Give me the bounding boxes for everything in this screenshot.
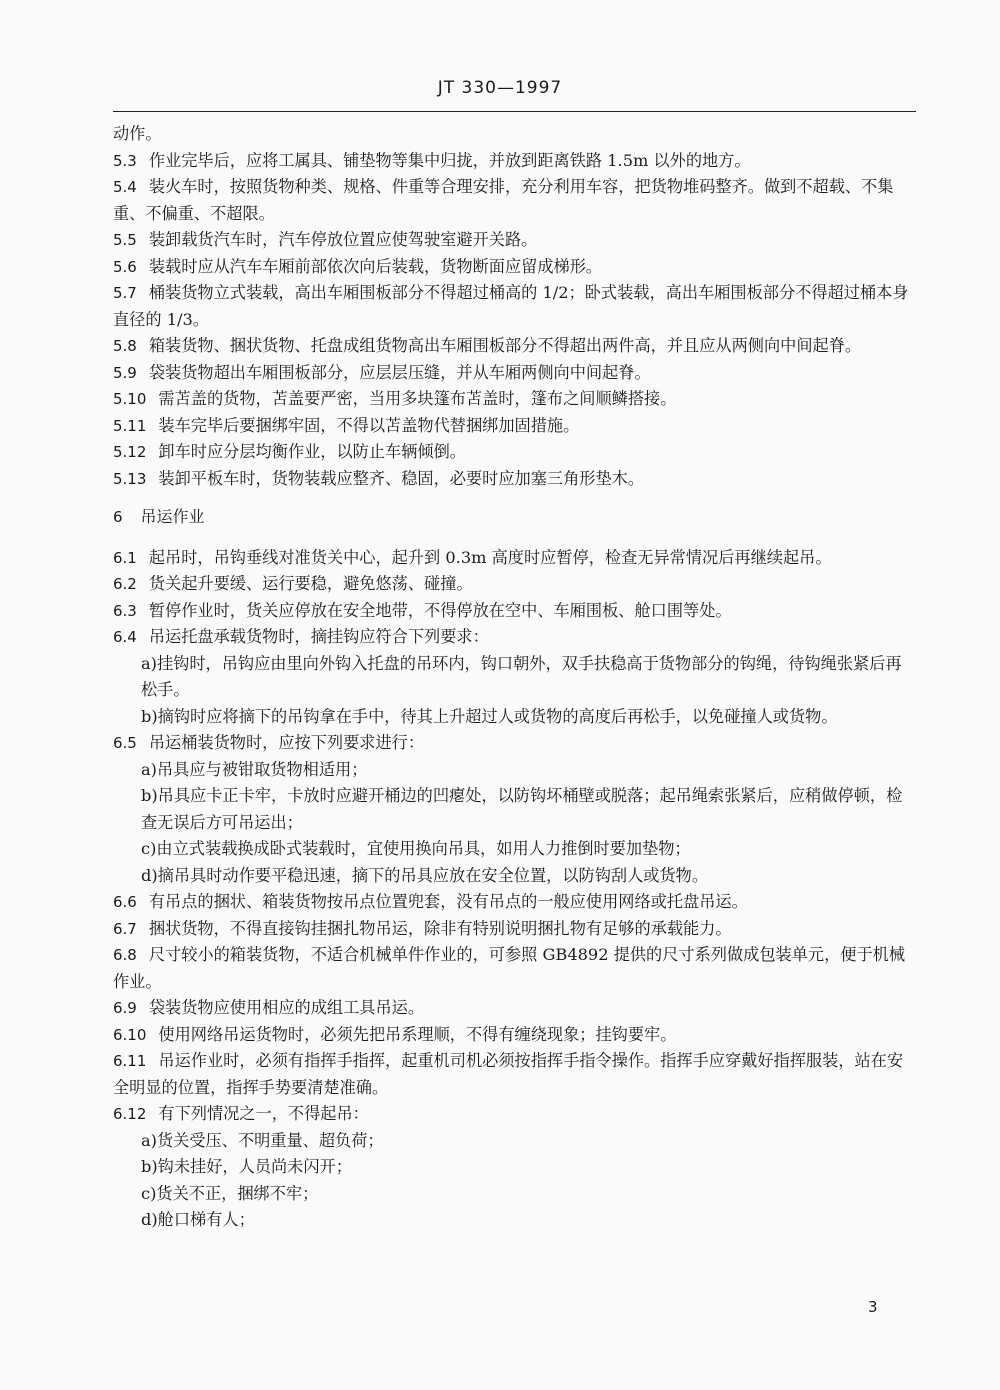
clause-text: 有下列情况之一，不得起吊： xyxy=(158,1104,369,1123)
clause-text: 装卸平板车时，货物装载应整齐、稳固，必要时应加塞三角形垫木。 xyxy=(158,468,645,488)
clause-paragraph xyxy=(113,333,916,360)
clause-text: 起吊时，吊钩垂线对准货关中心，起升到 0.3m 高度时应暂停，检查无异常情况后再继续起吊。 xyxy=(148,547,832,567)
clause-text: 有吊点的捆状、箱装货物按吊点位置兜套，没有吊点的一般应使用网络或托盘吊运。 xyxy=(148,892,748,911)
clause-paragraph xyxy=(113,254,916,281)
section-5-continued xyxy=(113,121,916,492)
clause-text: a)货关受压、不明重量、超负荷； xyxy=(141,1130,384,1150)
list-item xyxy=(113,836,916,863)
clause-number: 6.3 xyxy=(113,601,137,620)
section-number: 6 xyxy=(113,508,123,526)
clause-text: 袋装货物应使用相应的成组工具吊运。 xyxy=(148,998,425,1017)
clause-number: 6.9 xyxy=(113,999,137,1017)
clause-paragraph xyxy=(113,1101,916,1128)
clause-text: 捆状货物，不得直接钩挂捆扎物吊运，除非有特别说明捆扎物有足够的承载能力。 xyxy=(148,918,732,938)
page-header: JT 330—1997 xyxy=(437,78,563,98)
clause-text: a)挂钩时，吊钩应由里向外钩入托盘的吊环内，钩口朝外，双手扶稳高于货物部分的钩绳，待钩绳张紧后再松手。 xyxy=(141,653,902,699)
clause-text: 桶装货物立式装载，高出车厢围板部分不得超过桶高的 1/2；卧式装载，高出车厢围板部分不得超过桶本身直径的 1/3。 xyxy=(113,283,909,329)
clause-text: 暂停作业时，货关应停放在安全地带，不得停放在空中、车厢围板、舱口围等处。 xyxy=(148,600,732,620)
clause-paragraph xyxy=(113,121,916,148)
clause-text: 吊运托盘承载货物时，摘挂钩应符合下列要求： xyxy=(148,627,489,646)
clause-text: b)摘钩时应将摘下的吊钩拿在手中，待其上升超过人或货物的高度后再松手，以免碰撞人或货物。 xyxy=(141,706,838,726)
clause-text: a)吊具应与被钳取货物相适用； xyxy=(141,759,368,779)
clause-paragraph xyxy=(113,174,916,227)
header-rule xyxy=(113,111,916,112)
clause-paragraph xyxy=(113,571,916,598)
clause-text: 吊运作业时，必须有指挥手指挥，起重机司机必须按指挥手指令操作。指挥手应穿戴好指挥服装，站在安全明显的位置，指挥手势要清楚准确。 xyxy=(113,1051,904,1097)
list-item xyxy=(113,863,916,890)
clause-text: 需苫盖的货物，苫盖要严密，当用多块篷布苫盖时，篷布之间顺鳞搭接。 xyxy=(158,389,677,408)
clause-text: 使用网络吊运货物时，必须先把吊系理顺，不得有缠绕现象；挂钩要牢。 xyxy=(158,1024,677,1044)
clause-paragraph xyxy=(113,995,916,1022)
clause-number: 6.4 xyxy=(113,628,137,646)
clause-text: d)摘吊具时动作要平稳迅速，摘下的吊具应放在安全位置，以防钩刮人或货物。 xyxy=(141,865,709,885)
clause-text: 卸车时应分层均衡作业，以防止车辆倾倒。 xyxy=(158,442,466,461)
clause-text: b)吊具应卡正卡牢，卡放时应避开桶边的凹瘪处，以防钩坏桶壁或脱落；起吊绳索张紧后，应稍做停顿，检查无误后方可吊运出； xyxy=(141,786,903,832)
clause-paragraph xyxy=(113,545,916,572)
clause-paragraph xyxy=(113,598,916,625)
clause-paragraph xyxy=(113,1022,916,1049)
list-item xyxy=(113,704,916,731)
clause-number: 6.12 xyxy=(113,1105,147,1123)
clause-paragraph xyxy=(113,413,916,440)
clause-text: 装车完毕后要捆绑牢固，不得以苫盖物代替捆绑加固措施。 xyxy=(158,415,580,435)
clause-paragraph xyxy=(113,148,916,175)
list-item xyxy=(113,783,916,836)
section-heading xyxy=(113,504,916,531)
clause-paragraph xyxy=(113,942,916,995)
clause-number: 5.3 xyxy=(113,151,137,170)
list-item xyxy=(113,1128,916,1155)
clause-paragraph xyxy=(113,1048,916,1101)
clause-paragraph xyxy=(113,360,916,387)
clause-paragraph xyxy=(113,624,916,651)
clause-number: 6.6 xyxy=(113,893,137,911)
clause-text: 货关起升要缓、运行要稳，避免悠荡、碰撞。 xyxy=(148,574,473,593)
clause-number: 5.6 xyxy=(113,257,137,276)
page-body xyxy=(113,121,916,1234)
clause-text: c)货关不正，捆绑不牢； xyxy=(141,1183,319,1203)
clause-number: 5.11 xyxy=(113,416,147,435)
clause-text: 尺寸较小的箱装货物，不适合机械单件作业的，可参照 GB4892 提供的尺寸系列做成包装单元，便于机械作业。 xyxy=(113,945,906,991)
clause-number: 5.10 xyxy=(113,390,147,408)
clause-paragraph xyxy=(113,730,916,757)
page-number: 3 xyxy=(868,1298,878,1316)
clause-number: 6.8 xyxy=(113,946,137,964)
list-item xyxy=(113,757,916,784)
clause-number: 5.5 xyxy=(113,231,137,249)
clause-paragraph xyxy=(113,466,916,493)
section-6-body xyxy=(113,545,916,1234)
list-item xyxy=(113,651,916,704)
clause-paragraph xyxy=(113,386,916,413)
clause-paragraph xyxy=(113,227,916,254)
list-item xyxy=(113,1181,916,1208)
clause-paragraph xyxy=(113,889,916,916)
clause-number: 5.13 xyxy=(113,469,147,488)
clause-number: 6.7 xyxy=(113,919,137,938)
clause-number: 6.11 xyxy=(113,1052,147,1070)
clause-text: 动作。 xyxy=(113,124,162,143)
clause-number: 5.4 xyxy=(113,178,137,196)
clause-text: d)舱口梯有人； xyxy=(141,1210,255,1229)
clause-text: 装火车时，按照货物种类、规格、件重等合理安排，充分利用车容，把货物堆码整齐。做到不超载、不集重、不偏重、不超限。 xyxy=(113,177,894,223)
clause-number: 6.2 xyxy=(113,575,137,593)
clause-text: 装卸载货汽车时，汽车停放位置应使驾驶室避开关路。 xyxy=(148,230,538,249)
clause-text: b)钩未挂好，人员尚未闪开； xyxy=(141,1157,352,1176)
list-item xyxy=(113,1207,916,1234)
clause-paragraph xyxy=(113,280,916,333)
clause-text: 装载时应从汽车车厢前部依次向后装载，货物断面应留成梯形。 xyxy=(148,256,603,276)
clause-text: 作业完毕后，应将工属具、铺垫物等集中归拢，并放到距离铁路 1.5m 以外的地方。 xyxy=(148,150,751,170)
clause-number: 6.1 xyxy=(113,548,137,567)
clause-text: 袋装货物超出车厢围板部分，应层层压缝，并从车厢两侧向中间起脊。 xyxy=(148,362,651,382)
clause-number: 5.12 xyxy=(113,443,147,461)
clause-text: c)由立式装载换成卧式装载时，宜使用换向吊具，如用人力推倒时要加垫物； xyxy=(141,839,691,858)
clause-number: 6.10 xyxy=(113,1025,147,1044)
clause-number: 5.9 xyxy=(113,363,137,382)
clause-number: 5.8 xyxy=(113,337,137,355)
clause-number: 6.5 xyxy=(113,734,137,752)
section-title: 吊运作业 xyxy=(140,507,205,526)
clause-text: 箱装货物、捆状货物、托盘成组货物高出车厢围板部分不得超出两件高，并且应从两侧向中间起脊。 xyxy=(148,336,862,355)
clause-text: 吊运桶装货物时，应按下列要求进行： xyxy=(148,733,425,752)
clause-paragraph xyxy=(113,439,916,466)
clause-paragraph xyxy=(113,916,916,943)
list-item xyxy=(113,1154,916,1181)
clause-number: 5.7 xyxy=(113,284,137,302)
